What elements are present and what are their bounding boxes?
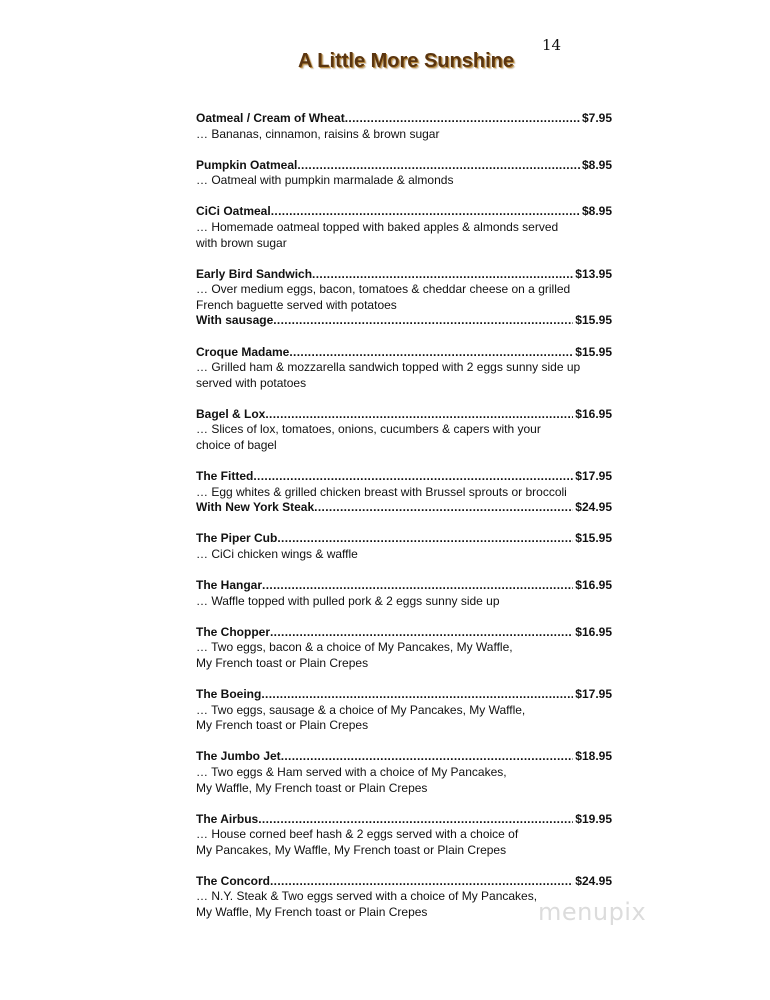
item-price: $7.95	[581, 111, 612, 125]
item-name: Pumpkin Oatmeal	[196, 157, 298, 172]
dot-leader	[265, 407, 573, 423]
item-description: My Pancakes, My Waffle, My French toast or Plain Crepes	[196, 842, 507, 857]
item-name: The Airbus	[196, 811, 259, 826]
item-name: Early Bird Sandwich	[196, 266, 313, 281]
item-name: The Fitted	[196, 469, 254, 484]
menu-item	[196, 469, 612, 516]
menu-item	[196, 687, 612, 734]
item-description: My French toast or Plain Crepes	[196, 655, 369, 670]
dot-leader	[314, 500, 573, 516]
item-name: Oatmeal / Cream of Wheat	[196, 111, 345, 125]
watermark: menupix	[538, 898, 647, 926]
item-price: $8.95	[581, 157, 612, 172]
item-description: … Two eggs & Ham served with a choice of My Pancakes,	[196, 764, 507, 779]
item-description: … Bananas, cinnamon, raisins & brown sugar	[196, 126, 440, 141]
page-number: 14	[542, 36, 562, 54]
item-description: My Waffle, My French toast or Plain Crepes	[196, 780, 428, 795]
menu-item-header	[196, 578, 612, 594]
dot-leader	[261, 687, 573, 703]
dot-leader	[253, 469, 573, 485]
menu-item	[196, 531, 612, 562]
item-price: $24.95	[575, 873, 612, 888]
menu-item	[196, 749, 612, 796]
item-name: CiCi Oatmeal	[196, 204, 271, 219]
dot-leader	[262, 578, 573, 594]
item-description: My French toast or Plain Crepes	[196, 718, 369, 733]
dot-leader	[297, 158, 580, 174]
menu-item-header	[196, 469, 612, 485]
item-price: $15.95	[575, 344, 612, 359]
addon-name: With sausage	[196, 313, 274, 328]
item-description: choice of bagel	[196, 438, 277, 452]
item-description: My Waffle, My French toast or Plain Crepes	[196, 905, 428, 920]
addon-price: $15.95	[575, 313, 612, 328]
menu-item-header	[196, 267, 612, 283]
item-description: … Over medium eggs, bacon, tomatoes & cheddar cheese on a grilled	[196, 282, 571, 297]
item-description: … N.Y. Steak & Two eggs served with a choice of My Pancakes,	[196, 889, 538, 904]
item-description: … CiCi chicken wings & waffle	[196, 546, 358, 561]
dot-leader	[270, 625, 573, 641]
menu-item	[196, 267, 612, 329]
item-name: The Jumbo Jet	[196, 749, 281, 764]
item-description: … Homemade oatmeal topped with baked apples & almonds served	[196, 219, 559, 234]
menu-item	[196, 407, 612, 454]
item-name: The Boeing	[196, 687, 262, 702]
dot-leader	[345, 111, 580, 127]
menu-item-header	[196, 874, 612, 890]
item-price: $19.95	[575, 811, 612, 826]
menu-item-header	[196, 687, 612, 703]
item-price: $13.95	[575, 266, 612, 281]
item-description: … Egg whites & grilled chicken breast with Brussel sprouts or broccoli	[196, 484, 567, 499]
item-description: … Grilled ham & mozzarella sandwich topped with 2 eggs sunny side up	[196, 360, 581, 375]
menu-item-header	[196, 812, 612, 828]
dot-leader	[271, 204, 580, 220]
addon-price: $24.95	[575, 500, 612, 515]
dot-leader	[258, 812, 573, 828]
item-price: $16.95	[575, 406, 612, 421]
item-description: with brown sugar	[196, 235, 287, 250]
dot-leader	[277, 531, 573, 547]
item-name: Bagel & Lox	[196, 406, 266, 421]
item-price: $15.95	[575, 531, 612, 546]
item-name: The Concord	[196, 873, 270, 888]
dot-leader	[281, 749, 574, 765]
menu-item	[196, 204, 612, 251]
menu-item-header	[196, 111, 612, 127]
addon-name: With New York Steak	[196, 500, 315, 515]
dot-leader	[270, 874, 573, 890]
item-description: … Oatmeal with pumpkin marmalade & almonds	[196, 173, 454, 188]
item-name: The Piper Cub	[196, 531, 278, 546]
menu-item	[196, 158, 612, 189]
item-name: The Chopper	[196, 624, 270, 639]
menu-item-addon	[196, 500, 612, 516]
menu-item-header	[196, 204, 612, 220]
menu-item	[196, 578, 612, 609]
dot-leader	[273, 313, 573, 329]
item-description: … Waffle topped with pulled pork & 2 eggs sunny side up	[196, 593, 500, 608]
item-description: … House corned beef hash & 2 eggs served with a choice of	[196, 827, 519, 842]
item-name: Croque Madame	[196, 344, 290, 359]
menu-item	[196, 625, 612, 672]
menu-item-header	[196, 749, 612, 765]
item-price: $17.95	[575, 687, 612, 702]
menu-item	[196, 345, 612, 392]
menu-item-header	[196, 531, 612, 547]
menu-list	[196, 111, 612, 936]
item-price: $16.95	[575, 578, 612, 593]
menu-item	[196, 812, 612, 859]
menu-item-header	[196, 625, 612, 641]
item-description: French baguette served with potatoes	[196, 297, 397, 312]
menu-item	[196, 111, 612, 142]
menu-item-header	[196, 345, 612, 361]
item-price: $8.95	[581, 204, 612, 219]
dot-leader	[312, 267, 573, 283]
item-price: $17.95	[575, 469, 612, 484]
item-name: The Hangar	[196, 578, 263, 593]
item-description: … Two eggs, bacon & a choice of My Pancakes, My Waffle,	[196, 640, 513, 655]
item-description: … Slices of lox, tomatoes, onions, cucumbers & capers with your	[196, 422, 541, 437]
item-price: $18.95	[575, 749, 612, 764]
dot-leader	[289, 345, 573, 361]
item-price: $16.95	[575, 624, 612, 639]
menu-item-header	[196, 158, 612, 174]
item-description: … Two eggs, sausage & a choice of My Pancakes, My Waffle,	[196, 702, 526, 717]
item-description: served with potatoes	[196, 375, 307, 390]
menu-item-header	[196, 407, 612, 423]
page-title: A Little More Sunshine	[298, 50, 514, 72]
menu-item-addon	[196, 313, 612, 329]
